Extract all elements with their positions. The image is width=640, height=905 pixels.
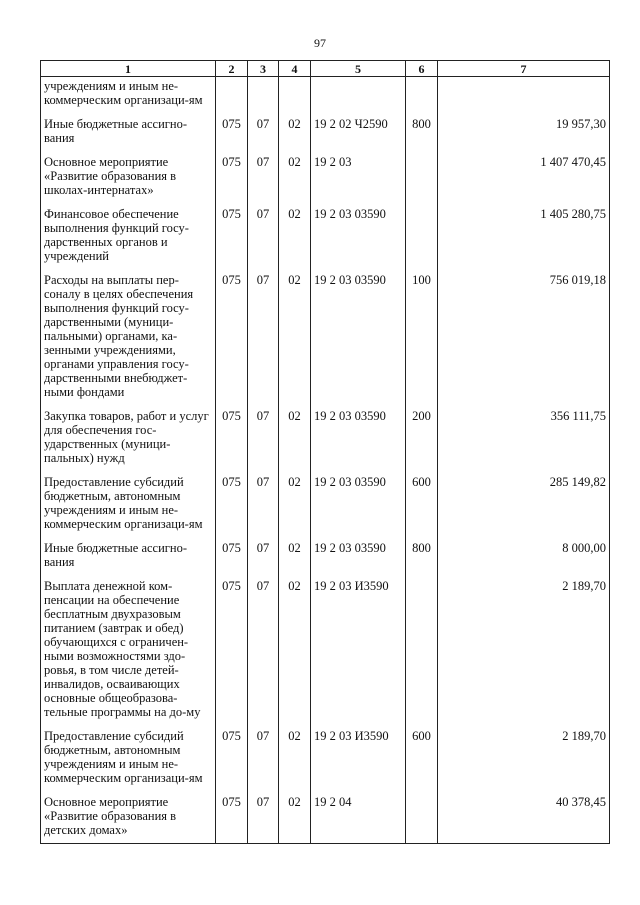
row-name: Предоставление субсидий бюджетным, автономным учреждениям и иным не-коммерческим организаци-ям [41, 471, 216, 537]
row-gl-code: 075 [216, 725, 248, 791]
row-subsection [279, 77, 311, 114]
table-row [41, 537, 610, 575]
row-expense-type: 100 [406, 269, 438, 405]
row-target-article: 19 2 03 03590 [311, 269, 406, 405]
header-col-5: 5 [311, 61, 406, 77]
row-gl-code: 075 [216, 791, 248, 844]
row-amount: 1 407 470,45 [438, 151, 610, 203]
row-section: 07 [248, 725, 279, 791]
table-row [41, 113, 610, 151]
row-amount: 8 000,00 [438, 537, 610, 575]
row-section: 07 [248, 269, 279, 405]
row-amount [438, 77, 610, 114]
header-col-4: 4 [279, 61, 311, 77]
row-subsection: 02 [279, 203, 311, 269]
row-section [248, 77, 279, 114]
row-name: Закупка товаров, работ и услуг для обеспечения гос-ударственных (муници-пальных) нужд [41, 405, 216, 471]
row-expense-type: 800 [406, 113, 438, 151]
row-subsection: 02 [279, 791, 311, 844]
table-row [41, 405, 610, 471]
table-row [41, 791, 610, 844]
row-target-article [311, 77, 406, 114]
row-expense-type [406, 203, 438, 269]
row-section: 07 [248, 575, 279, 725]
row-subsection: 02 [279, 471, 311, 537]
row-gl-code: 075 [216, 575, 248, 725]
row-name: Выплата денежной ком-пенсации на обеспечение бесплатным двухразовым питанием (завтрак и обед) обучающихся с ограничен-ными возможностями здо-ровья, в том числе детей-инвалидов, осваивающих основные общеобразова-тельные программы на до-му [41, 575, 216, 725]
row-name: Основное мероприятие «Развитие образования в школах-интернатах» [41, 151, 216, 203]
budget-table [40, 60, 610, 844]
row-target-article: 19 2 03 03590 [311, 471, 406, 537]
row-subsection: 02 [279, 269, 311, 405]
header-col-7: 7 [438, 61, 610, 77]
row-expense-type [406, 151, 438, 203]
row-section: 07 [248, 405, 279, 471]
table-row [41, 203, 610, 269]
header-col-2: 2 [216, 61, 248, 77]
header-col-6: 6 [406, 61, 438, 77]
row-subsection: 02 [279, 575, 311, 725]
row-name: Основное мероприятие «Развитие образования в детских домах» [41, 791, 216, 844]
row-section: 07 [248, 203, 279, 269]
row-gl-code: 075 [216, 151, 248, 203]
table-row [41, 575, 610, 725]
page-number: 97 [314, 36, 326, 50]
row-gl-code: 075 [216, 405, 248, 471]
row-amount: 19 957,30 [438, 113, 610, 151]
row-target-article: 19 2 02 Ч2590 [311, 113, 406, 151]
row-subsection: 02 [279, 113, 311, 151]
row-subsection: 02 [279, 537, 311, 575]
row-section: 07 [248, 537, 279, 575]
row-target-article: 19 2 03 И3590 [311, 575, 406, 725]
row-target-article: 19 2 03 03590 [311, 537, 406, 575]
row-amount: 2 189,70 [438, 575, 610, 725]
row-expense-type: 600 [406, 471, 438, 537]
row-gl-code: 075 [216, 113, 248, 151]
row-amount: 1 405 280,75 [438, 203, 610, 269]
row-section: 07 [248, 151, 279, 203]
table-row [41, 725, 610, 791]
row-section: 07 [248, 471, 279, 537]
row-amount: 356 111,75 [438, 405, 610, 471]
row-target-article: 19 2 03 03590 [311, 203, 406, 269]
row-amount: 40 378,45 [438, 791, 610, 844]
table-header-row [41, 61, 610, 77]
row-gl-code: 075 [216, 471, 248, 537]
row-gl-code: 075 [216, 269, 248, 405]
table-row [41, 269, 610, 405]
row-section: 07 [248, 791, 279, 844]
row-amount: 285 149,82 [438, 471, 610, 537]
row-expense-type: 600 [406, 725, 438, 791]
row-subsection: 02 [279, 151, 311, 203]
row-target-article: 19 2 03 И3590 [311, 725, 406, 791]
header-col-3: 3 [248, 61, 279, 77]
header-col-1: 1 [41, 61, 216, 77]
row-expense-type: 800 [406, 537, 438, 575]
row-amount: 756 019,18 [438, 269, 610, 405]
row-amount: 2 189,70 [438, 725, 610, 791]
row-expense-type [406, 77, 438, 114]
row-name: Предоставление субсидий бюджетным, автономным учреждениям и иным не-коммерческим организаци-ям [41, 725, 216, 791]
row-expense-type [406, 791, 438, 844]
row-gl-code: 075 [216, 537, 248, 575]
row-subsection: 02 [279, 725, 311, 791]
row-name: Расходы на выплаты пер-соналу в целях обеспечения выполнения функций госу-дарственными (муници-пальными) органами, ка-зенными учреждениями, органами управления госу-дарственными внебюджет-ными фондами [41, 269, 216, 405]
table-row [41, 151, 610, 203]
row-expense-type [406, 575, 438, 725]
row-section: 07 [248, 113, 279, 151]
row-name: учреждениям и иным не-коммерческим организаци-ям [41, 77, 216, 114]
row-subsection: 02 [279, 405, 311, 471]
row-gl-code: 075 [216, 203, 248, 269]
row-name: Иные бюджетные ассигно-вания [41, 537, 216, 575]
row-target-article: 19 2 04 [311, 791, 406, 844]
row-expense-type: 200 [406, 405, 438, 471]
table-row [41, 471, 610, 537]
row-name: Иные бюджетные ассигно-вания [41, 113, 216, 151]
row-target-article: 19 2 03 03590 [311, 405, 406, 471]
row-target-article: 19 2 03 [311, 151, 406, 203]
row-name: Финансовое обеспечение выполнения функций госу-дарственных органов и учреждений [41, 203, 216, 269]
table-row [41, 77, 610, 114]
row-gl-code [216, 77, 248, 114]
